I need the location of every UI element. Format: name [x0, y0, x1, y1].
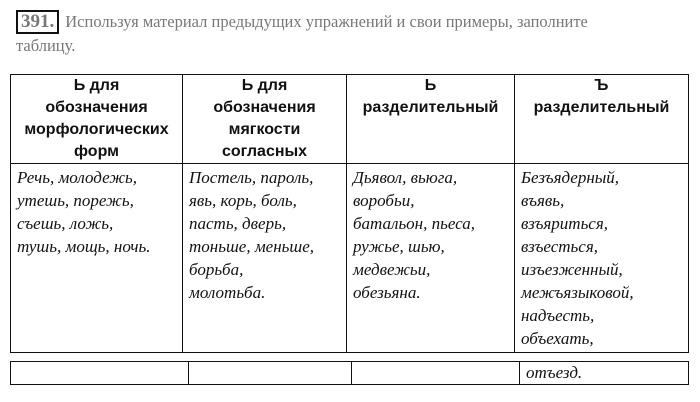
word-line: Речь, молодежь, [17, 168, 137, 187]
instruction-line-2: таблицу. [16, 36, 76, 55]
word-line: медвежьи, [353, 260, 431, 279]
header-line: разделительный [533, 99, 670, 116]
instruction-text: Используя материал предыдущих упражнений и свои примеры, заполните [65, 12, 588, 31]
word-line: утешь, порежь, [17, 191, 134, 210]
header-line: морфологических [24, 121, 169, 138]
header-soft-sign-separating [347, 75, 515, 164]
word-line: съешь, ложь, [17, 214, 114, 233]
word-line: борьба, [189, 260, 244, 279]
header-line: обозначения [213, 99, 316, 116]
word-line: Постель, пароль, [189, 168, 314, 187]
exercise-header [16, 10, 616, 58]
cell-morphological-examples [11, 164, 183, 353]
header-line: мягкости [228, 121, 301, 138]
word-line: взъяриться, [521, 214, 609, 233]
header-line: разделительный [362, 99, 499, 116]
word-line: воробьи, [353, 191, 415, 210]
word-line: изъезженный, [521, 260, 623, 279]
word-line: батальон, пьеса, [353, 214, 476, 233]
continuation-table [10, 361, 689, 385]
continuation-cell [11, 362, 189, 385]
continuation-cell: отъезд. [520, 362, 689, 385]
word-line: въявь, [521, 191, 565, 210]
continuation-cell [189, 362, 352, 385]
header-line: форм [74, 143, 119, 160]
cell-hard-separating-examples [515, 164, 689, 353]
word-line: пасть, дверь, [189, 214, 287, 233]
word-line: надъесть, [521, 306, 595, 325]
continuation-row [11, 362, 689, 385]
word-line: взъесться, [521, 237, 598, 256]
header-line: Ь для [241, 77, 288, 94]
word-line: обезьяна. [353, 283, 421, 302]
continuation-cell [352, 362, 520, 385]
exercise-number: 391. [16, 10, 59, 34]
word-line: Безъядерный, [521, 168, 620, 187]
header-line: Ь для [73, 77, 120, 94]
header-line: Ъ [594, 77, 609, 94]
exercise-table [10, 74, 689, 353]
word-line: межъязыковой, [521, 283, 634, 302]
instruction-line-1 [16, 10, 616, 34]
content-row [11, 164, 689, 353]
cell-soft-separating-examples [347, 164, 515, 353]
word-line: ружье, шью, [353, 237, 445, 256]
word-line: явь, корь, боль, [189, 191, 297, 210]
header-soft-sign-softness [183, 75, 347, 164]
header-hard-sign-separating [515, 75, 689, 164]
word-line: тоньше, меньше, [189, 237, 315, 256]
cell-softness-examples [183, 164, 347, 353]
word-line: объехать, [521, 329, 594, 348]
header-row [11, 75, 689, 164]
header-line: Ь [424, 77, 437, 94]
word-line: Дьявол, вьюга, [353, 168, 458, 187]
word-line: тушь, мощь, ночь. [17, 237, 151, 256]
word-line: молотьба. [189, 283, 266, 302]
header-line: обозначения [45, 99, 148, 116]
header-line: согласных [221, 143, 308, 160]
header-soft-sign-morphological [11, 75, 183, 164]
